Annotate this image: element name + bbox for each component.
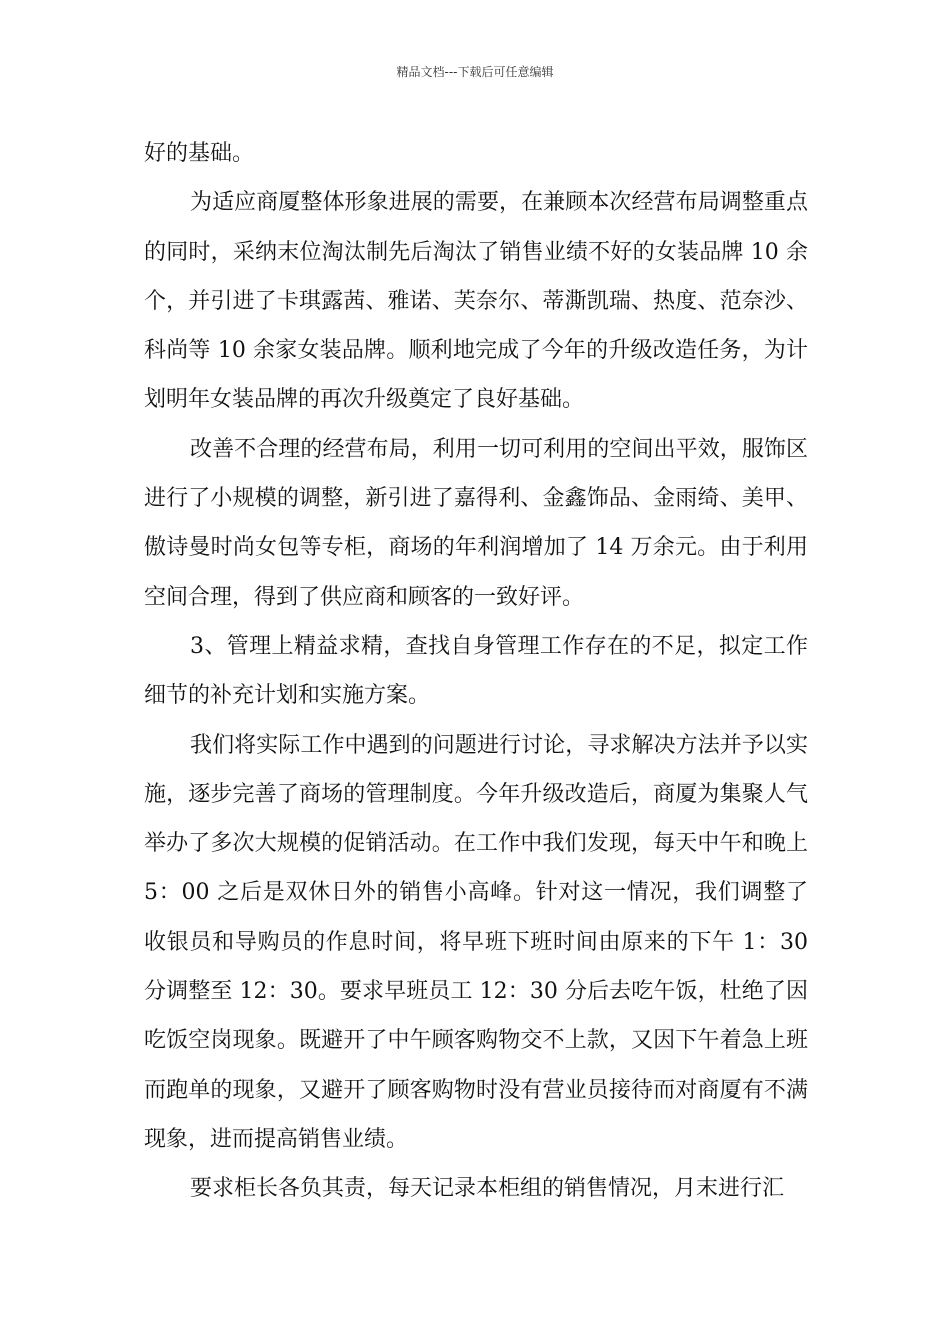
page-header: 精品文档---下载后可任意编辑 [396, 65, 554, 79]
paragraph-continuation: 好的基础。 [144, 141, 255, 166]
paragraph-work-schedule: 我们将实际工作中遇到的问题进行讨论，寻求解决方法并予以实施，逐步完善了商场的管理制度。今年升级改造后，商厦为集聚人气举办了多次大规模的促销活动。在工作中我们发现，每天中午和晚上 5：00 之后是双休日外的销售小高峰。针对这一情况，我们调整了收银员和导购员的作息时间，将早班下班时间由原来的下午 1：30 分调整至 12：30。要求早班员工 12：30 分后去吃午饭，杜绝了因吃饭空岗现象。既避开了中午顾客购物交不上款，又因下午着急上班而跑单的现象，又避开了顾客购物时没有营业员接待而对商厦有不满现象，进而提高销售业绩。 [144, 732, 808, 1152]
document-body [144, 129, 808, 1214]
paragraph-brand-upgrade: 为适应商厦整体形象进展的需要，在兼顾本次经营布局调整重点的同时，采纳末位淘汰制先后淘汰了销售业绩不好的女装品牌 10 余个，并引进了卡琪露茜、雅诺、芙奈尔、蒂澌凯瑞、热度、范奈沙、科尚等 10 余家女装品牌。顺利地完成了今年的升级改造任务，为计划明年女装品牌的再次升级奠定了良好基础。 [144, 190, 808, 413]
paragraph-management-heading: 3、管理上精益求精，查找自身管理工作存在的不足，拟定工作细节的补充计划和实施方案。 [144, 633, 808, 709]
paragraph-layout-improvement: 改善不合理的经营布局，利用一切可利用的空间出平效，服饰区进行了小规模的调整，新引进了嘉得利、金鑫饰品、金雨绮、美甲、傲诗曼时尚女包等专柜，商场的年利润增加了 14 万余元。由于利用空间合理，得到了供应商和顾客的一致好评。 [144, 436, 808, 610]
paragraph-counter-managers: 要求柜长各负其责，每天记录本柜组的销售情况，月末进行汇 [190, 1176, 785, 1202]
